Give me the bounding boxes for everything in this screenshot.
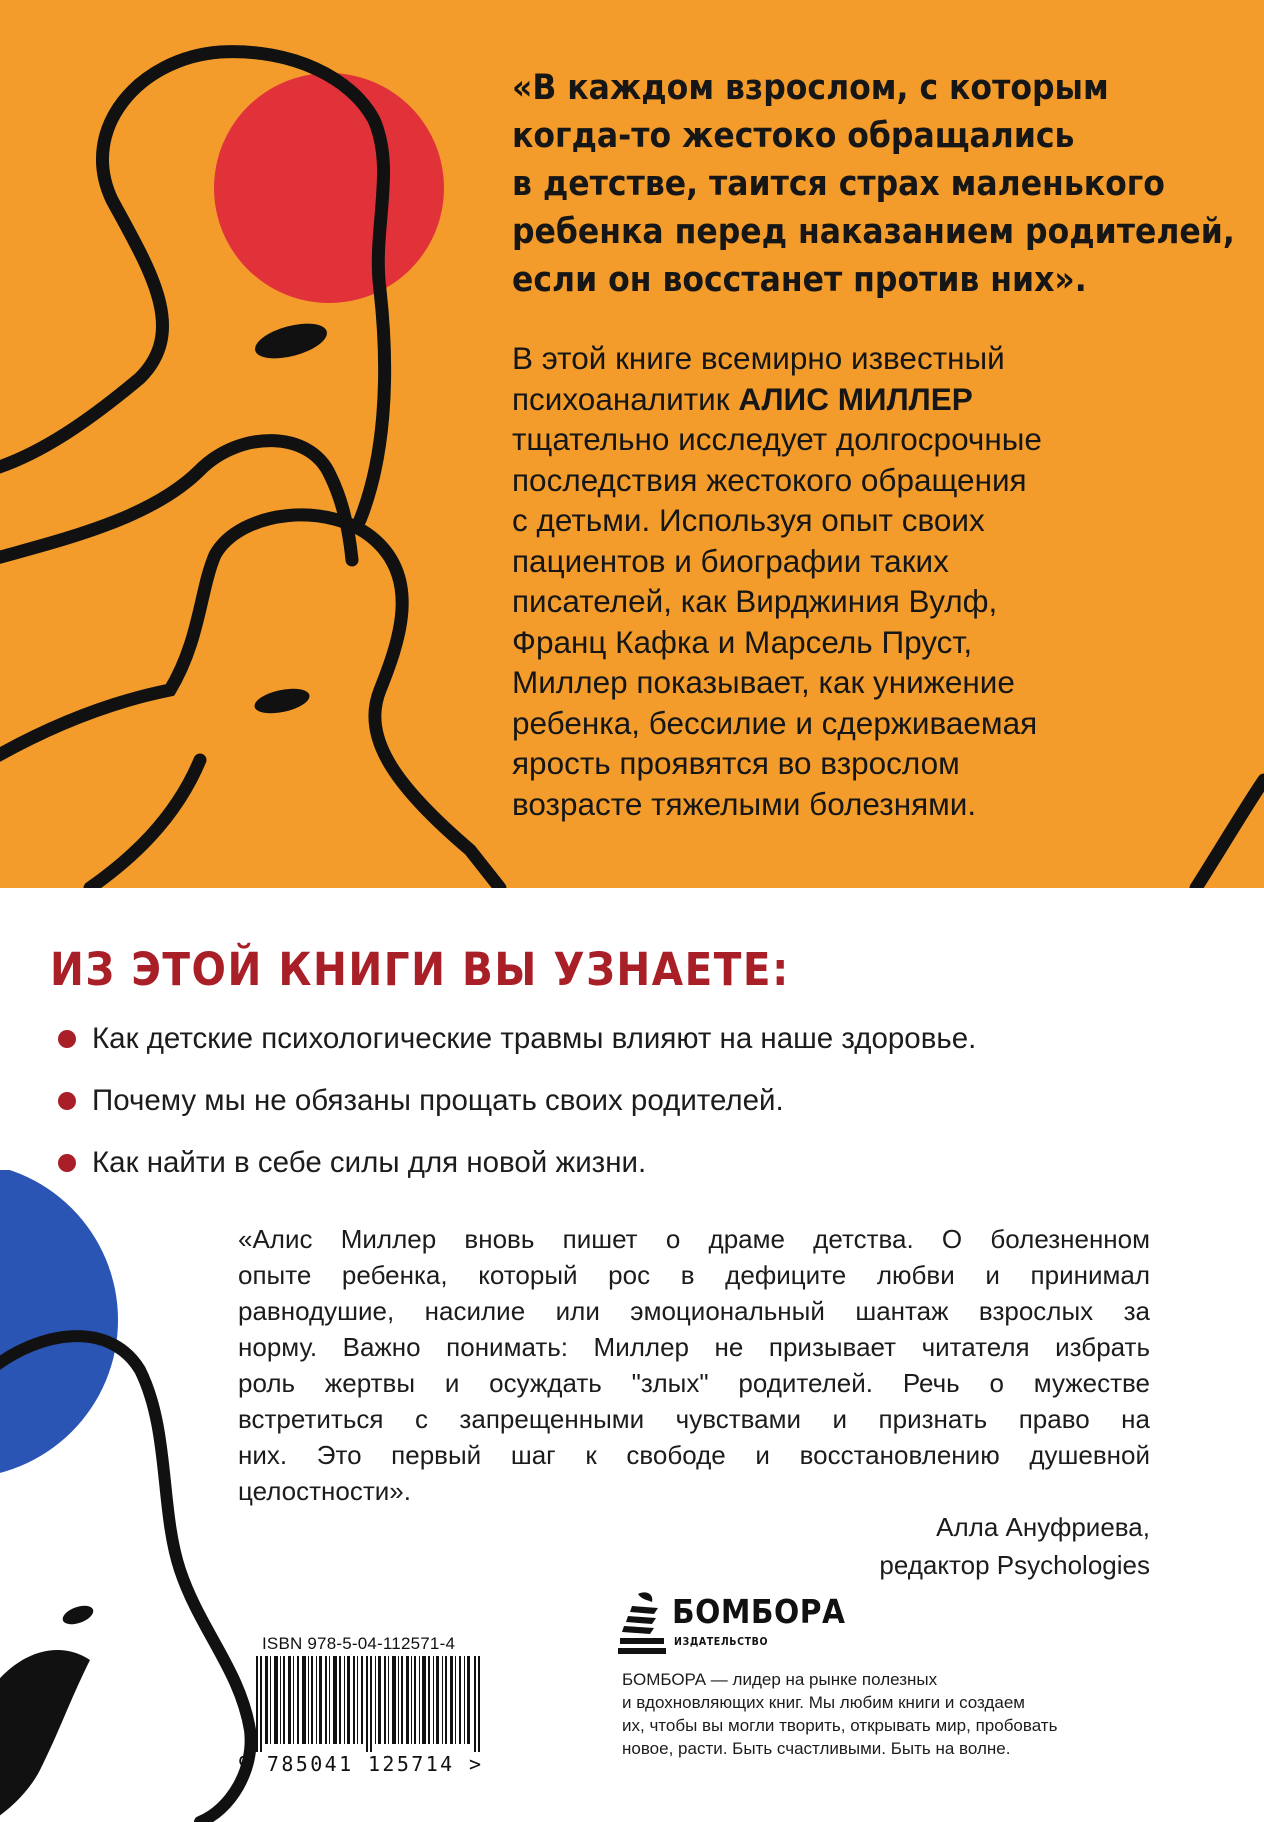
publisher-blurb-line: новое, расти. Быть счастливыми. Быть на волне. (622, 1739, 1011, 1758)
quote-line: «В каждом взрослом, с которым (512, 68, 1109, 108)
epigraph-quote (512, 64, 1235, 304)
small-head-left-line (90, 760, 200, 888)
review-author-name: Алла Ануфриева, (936, 1512, 1150, 1542)
learn-item-text: Как детские психологические травмы влияют на наше здоровье. (92, 1022, 977, 1055)
publisher-blurb-line: БОМБОРА — лидер на рынке полезных (622, 1670, 938, 1689)
blue-face-eye (60, 1602, 96, 1628)
publisher-blurb-line: их, чтобы вы могли творить, открывать мир, пробовать (622, 1716, 1058, 1735)
desc-line-prefix: психоаналитик (512, 380, 730, 417)
review-line: «Алис Миллер вновь пишет о драме детства. О болезненном (238, 1224, 1150, 1254)
review-line: опыте ребенка, который рос в дефиците любви и принимал (238, 1260, 1150, 1290)
desc-line: ребенка, бессилие и сдерживаемая (512, 704, 1038, 741)
desc-line: писателей, как Вирджиния Вулф, (512, 583, 998, 619)
learn-list-item (52, 1010, 976, 1072)
big-head-inner-curve (0, 441, 352, 560)
learn-item-text: Почему мы не обязаны прощать своих родителей. (92, 1084, 784, 1117)
learn-list (52, 1010, 976, 1196)
desc-line: тщательно исследует долгосрочные (512, 421, 1042, 457)
desc-line: возрасте тяжелыми болезнями. (512, 785, 977, 822)
review-line: равнодушие, насилие или эмоциональный шантаж взрослых за (238, 1296, 1150, 1326)
barcode-digits: 9 785041 125714 > (238, 1752, 484, 1776)
quote-line: если он восстанет против них». (512, 260, 1087, 300)
top-illustration-panel (0, 0, 1264, 888)
publisher-logo (618, 1588, 846, 1654)
learn-heading: ИЗ ЭТОЙ КНИГИ ВЫ УЗНАЕТЕ: (50, 943, 790, 996)
small-head-outline (0, 515, 500, 888)
learn-list-item (52, 1072, 976, 1134)
publisher-figure-icon (618, 1588, 666, 1654)
publisher-blurb (622, 1668, 1182, 1760)
bullet-dot-icon (58, 1092, 76, 1110)
quote-line: когда-то жестоко обращались (512, 116, 1075, 156)
publisher-name: БОМБОРА (672, 1592, 846, 1631)
learn-item-text: Как найти в себе силы для новой жизни. (92, 1146, 647, 1179)
desc-line: Франц Кафка и Марсель Пруст, (512, 623, 973, 660)
barcode-icon (256, 1656, 486, 1752)
small-head-eye (252, 684, 311, 717)
book-description (512, 338, 1152, 824)
desc-line: с детьми. Используя опыт своих (512, 502, 985, 538)
review-line: встретиться с запрещенными чувствами и признать право на (238, 1404, 1150, 1434)
review-quote (238, 1221, 1150, 1509)
review-author-role: редактор Psychologies (879, 1550, 1150, 1580)
quote-line: ребенка перед наказанием родителей, (512, 212, 1235, 252)
review-line: норму. Важно понимать: Миллер не призывает читателя избрать (238, 1332, 1150, 1362)
publisher-subtitle: ИЗДАТЕЛЬСТВО (674, 1636, 769, 1648)
desc-line: пациентов и биографии таких (512, 542, 949, 579)
isbn-label: ISBN 978-5-04-112571-4 (262, 1634, 456, 1653)
review-line: роль жертвы и осуждать "злых" родителей. Речь о мужестве (238, 1368, 1150, 1398)
desc-line (512, 379, 1152, 420)
blue-circle (0, 1170, 118, 1478)
quote-line: в детстве, таится страх маленького (512, 164, 1165, 204)
review-line: целостности». (238, 1476, 411, 1506)
review-line: них. Это первый шаг к свободе и восстановлению душевной (238, 1440, 1150, 1470)
publisher-blurb-line: и вдохновляющих книг. Мы любим книги и создаем (622, 1693, 1025, 1712)
desc-line: В этой книге всемирно известный (512, 340, 1005, 376)
author-name: АЛИС МИЛЛЕР (738, 380, 973, 417)
right-edge-stroke (1196, 780, 1264, 888)
desc-line: ярость проявятся во взрослом (512, 745, 960, 781)
desc-line: последствия жестокого обращения (512, 461, 1027, 498)
blue-face-mouth (0, 1650, 90, 1822)
review-attribution (879, 1508, 1150, 1584)
big-head-eye (251, 317, 330, 365)
desc-line: Миллер показывает, как унижение (512, 664, 1015, 700)
bullet-dot-icon (58, 1030, 76, 1048)
red-sun-circle (214, 73, 444, 303)
